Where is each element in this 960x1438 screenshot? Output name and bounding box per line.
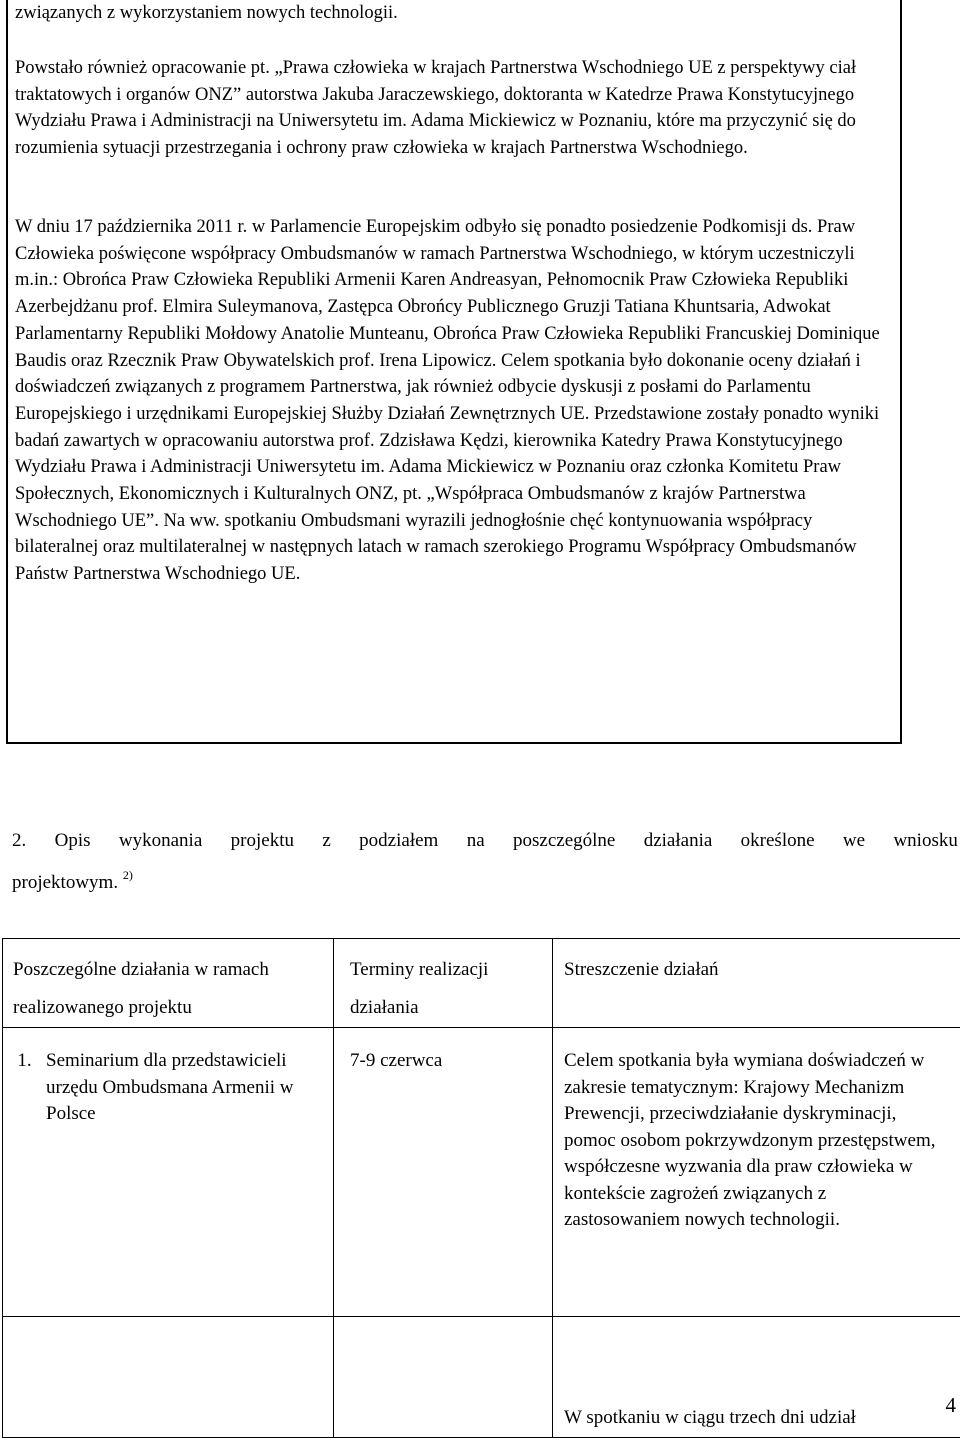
date-cell: 7-9 czerwca xyxy=(334,1028,553,1317)
activities-table xyxy=(2,938,960,1438)
date-cell-empty xyxy=(334,1317,553,1438)
header-dates: Terminy realizacji działania xyxy=(334,939,553,1028)
heading-word: we xyxy=(843,828,865,854)
activity-number: 1. xyxy=(3,1048,46,1128)
table-header-row xyxy=(3,939,960,1028)
heading-word: z xyxy=(322,828,330,854)
section-2-heading xyxy=(12,828,958,896)
heading-word: poszczególne xyxy=(513,828,615,854)
header-activities: Poszczególne działania w ramach realizowanego projektu xyxy=(3,939,334,1028)
table-row xyxy=(3,1317,960,1438)
heading-word: podziałem xyxy=(359,828,438,854)
section-2-line-1 xyxy=(12,828,958,854)
summary-cell: Celem spotkania była wymiana doświadczeń w zakresie tematycznym: Krajowy Mechanizm Prewencji, przeciwdziałanie dyskryminacji, pomoc osobom pokrzywdzonym przestępstwem, współczesne wyzwania dla praw człowieka w kontekście zagrożeń związanych z zastosowaniem nowych technologii. xyxy=(553,1028,960,1317)
header-summary: Streszczenie działań xyxy=(553,939,960,1028)
page-number: 4 xyxy=(946,1393,957,1418)
top-text-box xyxy=(6,0,902,744)
section-2-line-2 xyxy=(12,870,958,896)
heading-line-2: projektowym. xyxy=(12,872,118,893)
paragraph-2: Powstało również opracowanie pt. „Prawa człowieka w krajach Partnerstwa Wschodniego UE z perspektywy ciał traktatowych i organów ONZ” autorstwa Jakuba Jaraczewskiego, doktoranta w Katedrze Prawa Konstytucyjnego Wydziału Prawa i Administracji na Uniwersytetu im. Adama Mickiewicz w Poznaniu, które ma przyczynić się do rozumienia sytuacji przestrzegania i ochrony praw człowieka w krajach Partnerstwa Wschodniego. xyxy=(15,55,894,162)
heading-word: określone xyxy=(741,828,815,854)
section-number: 2. xyxy=(12,828,26,854)
table-row xyxy=(3,1028,960,1317)
heading-word: Opis xyxy=(55,828,91,854)
activity-name: Seminarium dla przedstawicieli urzędu Ombudsmana Armenii w Polsce xyxy=(46,1048,333,1128)
footnote-marker: 2) xyxy=(123,868,133,882)
heading-word: wniosku xyxy=(893,828,957,854)
heading-word: wykonania xyxy=(119,828,202,854)
activity-cell xyxy=(3,1028,334,1317)
heading-word: projektu xyxy=(231,828,294,854)
heading-word: działania xyxy=(644,828,713,854)
activity-cell-empty xyxy=(3,1317,334,1438)
paragraph-1: związanych z wykorzystaniem nowych technologii. xyxy=(15,0,894,27)
summary-cell: W spotkaniu w ciągu trzech dni udział xyxy=(553,1317,960,1438)
paragraph-3: W dniu 17 października 2011 r. w Parlamencie Europejskim odbyło się ponadto posiedzenie Podkomisji ds. Praw Człowieka poświęcone współpracy Ombudsmanów w ramach Partnerstwa Wschodniego, w którym uczestniczyli m.in.: Obrońca Praw Człowieka Republiki Armenii Karen Andreasyan, Pełnomocnik Praw Człowieka Republiki Azerbejdżanu prof. Elmira Suleymanova, Zastępca Obrońcy Publicznego Gruzji Tatiana Khuntsaria, Adwokat Parlamentarny Republiki Mołdowy Anatolie Munteanu, Obrońca Praw Człowieka Republiki Francuskiej Dominique Baudis oraz Rzecznik Praw Obywatelskich prof. Irena Lipowicz. Celem spotkania było dokonanie oceny działań i doświadczeń związanych z programem Partnerstwa, jak również odbycie dyskusji z posłami do Parlamentu Europejskiego i urzędnikami Europejskiej Służby Działań Zewnętrznych UE. Przedstawione zostały ponadto wyniki badań zawartych w opracowaniu autorstwa prof. Zdzisława Kędzi, kierownika Katedry Prawa Konstytucyjnego Wydziału Prawa i Administracji Uniwersytetu im. Adama Mickiewicz w Poznaniu oraz członka Komitetu Praw Społecznych, Ekonomicznych i Kulturalnych ONZ, pt. „Współpraca Ombudsmanów z krajów Partnerstwa Wschodniego UE”. Na ww. spotkaniu Ombudsmani wyrazili jednogłośnie chęć kontynuowania współpracy bilateralnej oraz multilateralnej w następnych latach w ramach szerokiego Programu Współpracy Ombudsmanów Państw Partnerstwa Wschodniego UE. xyxy=(15,214,894,588)
heading-word: na xyxy=(467,828,485,854)
